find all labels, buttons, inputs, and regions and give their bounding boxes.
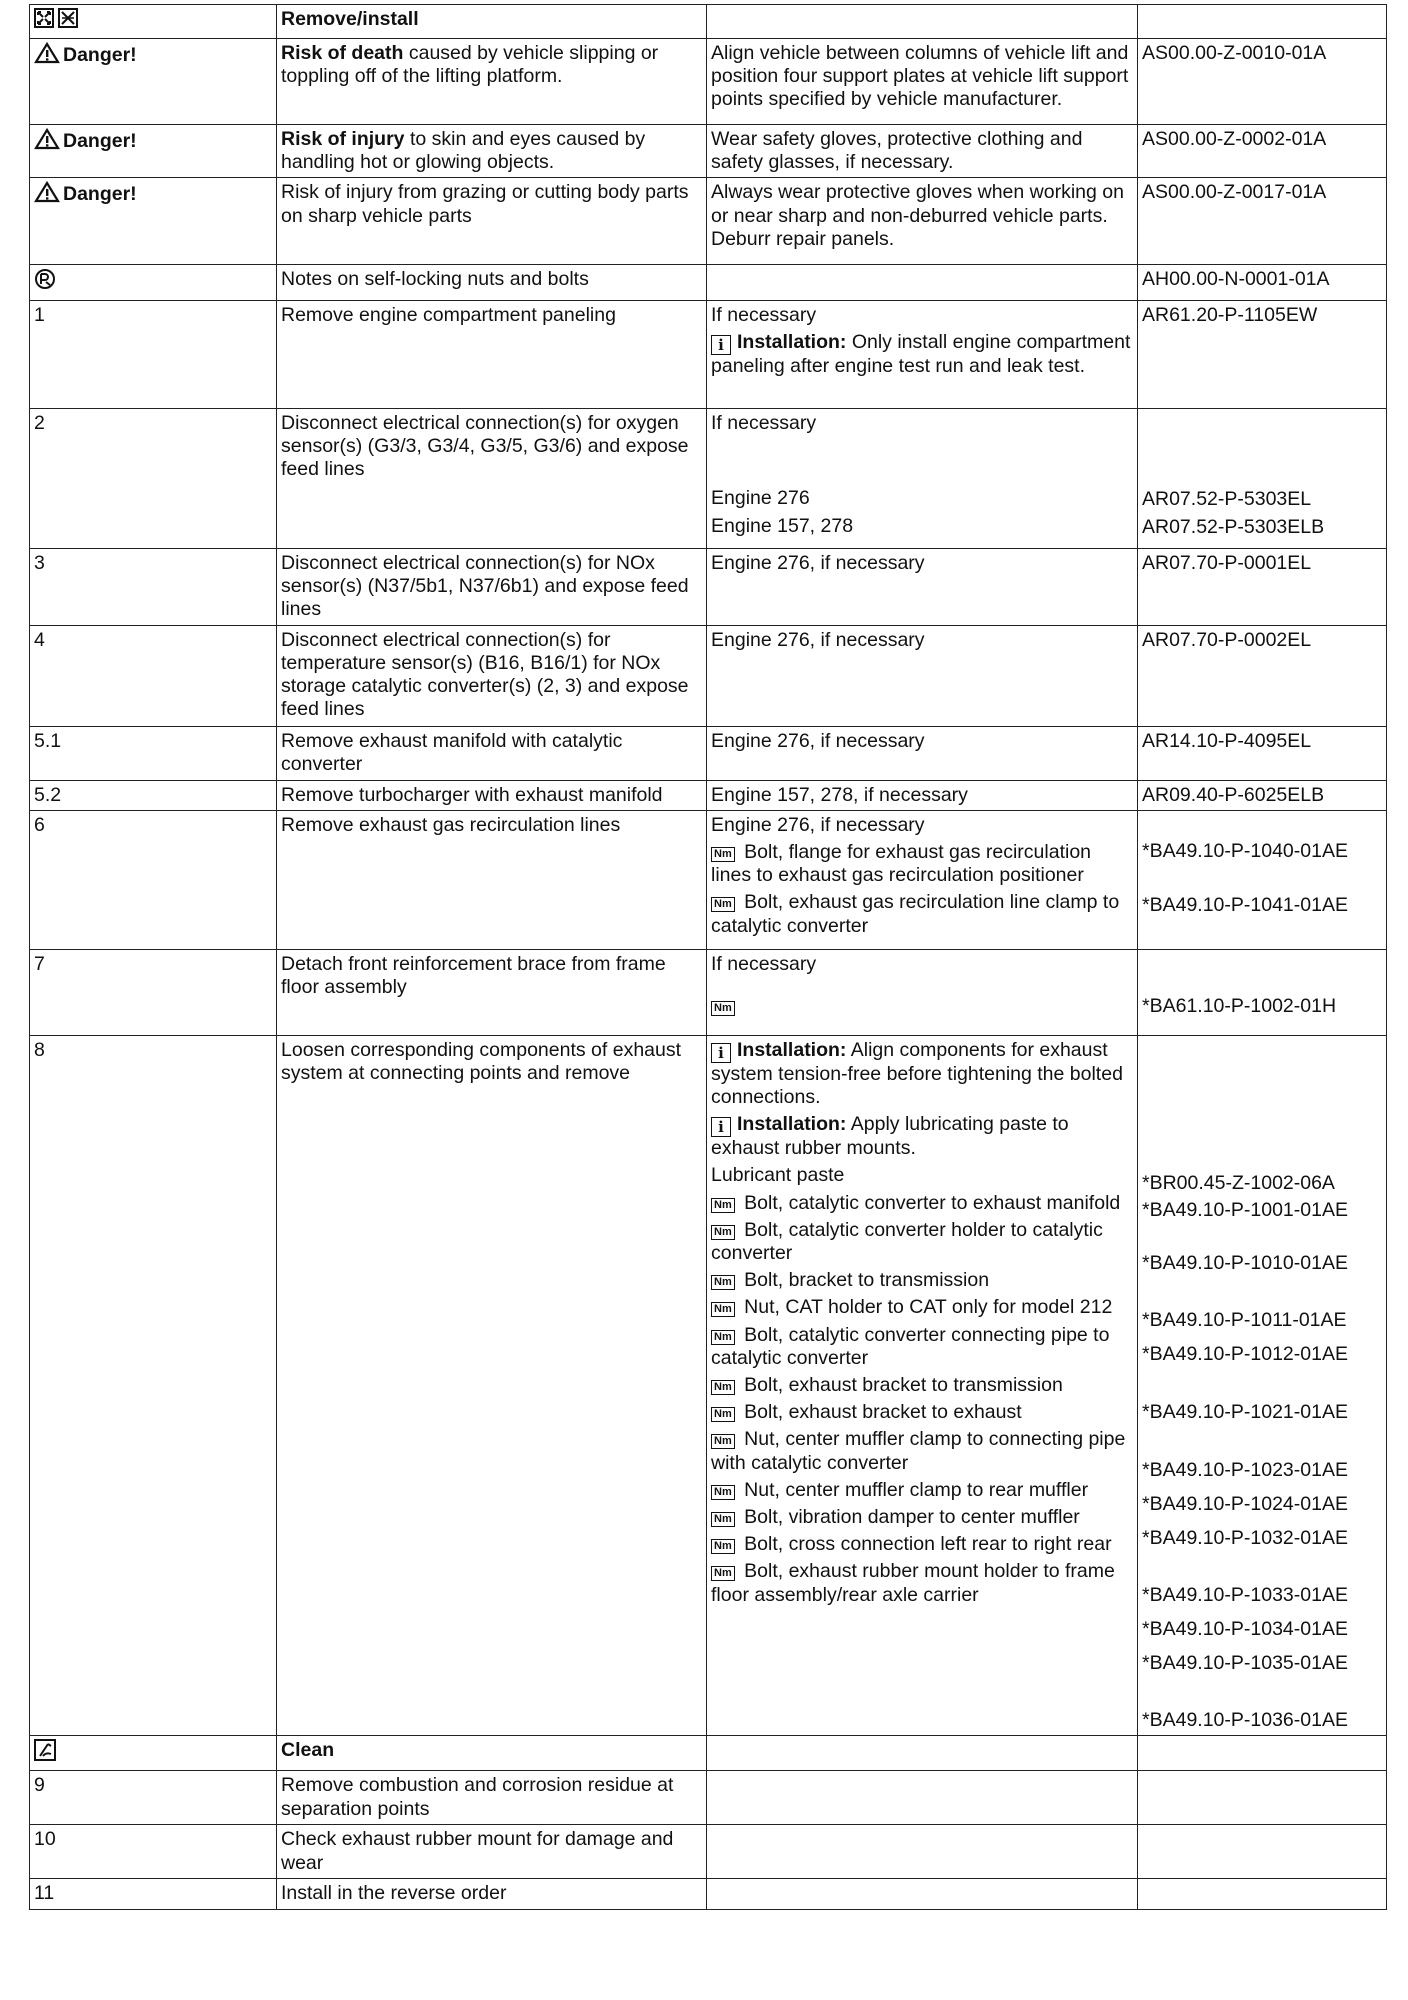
warning-triangle-icon <box>34 128 60 156</box>
torque-ref[interactable]: *BA49.10-P-1001-01AE <box>1142 1199 1348 1222</box>
step-text: Check exhaust rubber mount for damage and wear <box>281 1828 674 1874</box>
step-row <box>30 810 1387 949</box>
step-row <box>30 1771 1387 1825</box>
danger-action-2: Deburr repair panels. <box>711 227 895 250</box>
step-text: Remove exhaust manifold with catalytic converter <box>281 729 623 775</box>
engine-variant: Engine 157, 278 <box>711 515 854 538</box>
danger-label: Danger! <box>63 183 137 206</box>
step-row <box>30 1879 1387 1909</box>
danger-ref[interactable]: AS00.00-Z-0010-01A <box>1142 42 1327 64</box>
torque-nm-icon: Nm <box>711 1434 735 1449</box>
step-row <box>30 1825 1387 1879</box>
clean-icon <box>34 1744 56 1766</box>
installation-label: Installation: <box>737 1038 847 1061</box>
step-note: If necessary <box>711 952 817 975</box>
torque-text: Bolt, catalytic converter to exhaust manifold <box>738 1191 1121 1214</box>
step-note: Engine 276, if necessary <box>711 729 925 752</box>
torque-text: Bolt, catalytic converter holder to catalytic converter <box>711 1218 1103 1265</box>
step-text: Loosen corresponding components of exhaust system at connecting points and remove <box>281 1038 682 1085</box>
step-row <box>30 949 1387 1035</box>
lubricant-ref[interactable]: *BR00.45-Z-1002-06A <box>1142 1171 1335 1194</box>
danger-label: Danger! <box>63 44 137 66</box>
step-note: Engine 157, 278, if necessary <box>711 783 968 806</box>
danger-action: Align vehicle between columns of vehicle lift and position four support plates at vehicle lift support points specified by vehicle manufacturer. <box>711 42 1129 111</box>
step-number: 3 <box>34 551 45 574</box>
step-text: Remove turbocharger with exhaust manifold <box>281 783 663 806</box>
torque-ref[interactable]: *BA49.10-P-1036-01AE <box>1142 1709 1348 1732</box>
torque-text: Bolt, exhaust bracket to transmission <box>738 1374 1063 1397</box>
torque-nm-icon: Nm <box>711 1380 735 1395</box>
step-number: 9 <box>34 1774 45 1797</box>
notes-row <box>30 265 1387 300</box>
step-row <box>30 726 1387 780</box>
danger-desc: caused by vehicle slipping or toppling off of the lifting platform. <box>281 42 659 88</box>
clean-row <box>30 1736 1387 1771</box>
torque-text: Bolt, flange for exhaust gas recirculation lines to exhaust gas recirculation positioner <box>711 841 1092 887</box>
step-ref[interactable]: AR61.20-P-1105EW <box>1142 303 1318 326</box>
danger-desc: to skin and eyes caused by handling hot or glowing objects. <box>281 128 646 174</box>
danger-ref[interactable]: AS00.00-Z-0002-01A <box>1142 128 1327 150</box>
torque-text: Nut, CAT holder to CAT only for model 212 <box>738 1296 1113 1319</box>
step-ref[interactable]: AR09.40-P-6025ELB <box>1142 783 1325 806</box>
torque-nm-icon: Nm <box>711 1275 735 1290</box>
step-number: 7 <box>34 952 45 975</box>
torque-nm-icon: Nm <box>711 847 735 862</box>
header-title: Remove/install <box>281 8 419 30</box>
danger-title: Risk of injury <box>281 128 405 150</box>
torque-ref[interactable]: *BA49.10-P-1040-01AE <box>1142 839 1348 862</box>
step-text: Disconnect electrical connection(s) for oxygen sensor(s) (G3/3, G3/4, G3/5, G3/6) and expose feed lines <box>281 411 689 481</box>
installation-text: Align components for exhaust system tension-free before tightening the bolted connections. <box>711 1038 1123 1109</box>
torque-nm-icon: Nm <box>711 1512 735 1527</box>
torque-nm-icon: Nm <box>711 1225 735 1240</box>
danger-action: Always wear protective gloves when working on or near sharp and non-deburred vehicle parts. <box>711 181 1124 227</box>
torque-ref[interactable]: *BA49.10-P-1010-01AE <box>1142 1252 1348 1275</box>
torque-ref[interactable]: *BA49.10-P-1034-01AE <box>1142 1618 1348 1641</box>
step-row <box>30 1035 1387 1735</box>
lubricant-label: Lubricant paste <box>711 1164 845 1187</box>
step-row <box>30 300 1387 408</box>
torque-nm-icon: Nm <box>711 1001 735 1016</box>
step-text: Remove combustion and corrosion residue at separation points <box>281 1774 674 1820</box>
torque-nm-icon: Nm <box>711 1198 735 1213</box>
torque-ref[interactable]: *BA49.10-P-1041-01AE <box>1142 894 1348 917</box>
notes-ref[interactable]: AH00.00-N-0001-01A <box>1142 268 1330 291</box>
installation-label: Installation: <box>737 1113 847 1136</box>
step-row <box>30 548 1387 625</box>
step-number: 1 <box>34 303 45 326</box>
danger-row <box>30 39 1387 125</box>
torque-text: Bolt, exhaust rubber mount holder to frame floor assembly/rear axle carrier <box>711 1560 1115 1606</box>
step-text: Disconnect electrical connection(s) for temperature sensor(s) (B16, B16/1) for NOx storage catalytic converter(s) (2, 3) and expose feed lines <box>281 628 689 721</box>
step-row <box>30 780 1387 810</box>
torque-text: Bolt, exhaust bracket to exhaust <box>738 1401 1022 1424</box>
danger-row <box>30 125 1387 178</box>
installation-text: Apply lubricating paste to exhaust rubber mounts. <box>711 1113 1069 1160</box>
step-note: Engine 276, if necessary <box>711 628 925 651</box>
torque-text: Nut, center muffler clamp to rear muffler <box>738 1478 1089 1501</box>
step-text: Remove engine compartment paneling <box>281 303 616 326</box>
step-text: Disconnect electrical connection(s) for NOx sensor(s) (N37/5b1, N37/6b1) and expose feed lines <box>281 551 689 621</box>
step-ref[interactable]: AR14.10-P-4095EL <box>1142 729 1312 752</box>
step-ref[interactable]: AR07.52-P-5303ELB <box>1142 515 1325 538</box>
torque-ref[interactable]: *BA61.10-P-1002-01H <box>1142 994 1337 1017</box>
torque-text: Bolt, catalytic converter connecting pipe to catalytic converter <box>711 1323 1110 1369</box>
step-text: Detach front reinforcement brace from frame floor assembly <box>281 952 666 999</box>
step-number: 10 <box>34 1828 56 1851</box>
torque-ref[interactable]: *BA49.10-P-1011-01AE <box>1142 1309 1347 1332</box>
torque-nm-icon: Nm <box>711 1407 735 1422</box>
torque-text: Bolt, cross connection left rear to right rear <box>738 1533 1112 1556</box>
procedure-table <box>29 4 1387 1910</box>
step-text: Install in the reverse order <box>281 1882 507 1905</box>
info-icon: i <box>711 335 731 355</box>
step-note: Engine 276, if necessary <box>711 551 925 574</box>
torque-nm-icon: Nm <box>711 1485 735 1500</box>
warning-triangle-icon <box>34 42 60 70</box>
torque-text: Bolt, bracket to transmission <box>738 1269 990 1292</box>
header-row <box>30 5 1387 39</box>
info-icon: i <box>711 1043 731 1063</box>
torque-ref[interactable]: *BA49.10-P-1032-01AE <box>1142 1527 1348 1550</box>
step-number: 8 <box>34 1038 45 1061</box>
step-note: If necessary <box>711 411 817 434</box>
info-icon: i <box>711 1117 731 1137</box>
clean-title: Clean <box>281 1739 335 1762</box>
torque-nm-icon: Nm <box>711 1539 735 1554</box>
step-number: 2 <box>34 411 45 434</box>
engine-variant: Engine 276 <box>711 486 810 509</box>
step-number: 4 <box>34 628 45 651</box>
remove-install-icon <box>34 11 80 33</box>
notes-text: Notes on self-locking nuts and bolts <box>281 268 589 291</box>
danger-title: Risk of death <box>281 42 404 64</box>
torque-nm-icon: Nm <box>711 897 735 912</box>
torque-text: Bolt, vibration damper to center muffler <box>738 1506 1080 1529</box>
step-note: If necessary <box>711 303 817 326</box>
warning-triangle-icon <box>34 181 60 209</box>
danger-action: Wear safety gloves, protective clothing and safety glasses, if necessary. <box>711 128 1083 174</box>
torque-text: Bolt, exhaust gas recirculation line clamp to catalytic converter <box>711 891 1120 937</box>
installation-text: Only install engine compartment paneling after engine test run and leak test. <box>711 330 1131 377</box>
torque-text: Nut, center muffler clamp to connecting pipe with catalytic converter <box>711 1428 1126 1474</box>
step-note: Engine 276, if necessary <box>711 813 925 836</box>
step-number: 5.2 <box>34 783 62 806</box>
danger-row <box>30 178 1387 265</box>
self-locking-nut-icon <box>34 273 56 295</box>
torque-ref[interactable]: *BA49.10-P-1033-01AE <box>1142 1584 1348 1607</box>
danger-desc: Risk of injury from grazing or cutting body parts on sharp vehicle parts <box>281 181 689 227</box>
torque-ref[interactable]: *BA49.10-P-1023-01AE <box>1142 1459 1348 1482</box>
step-row <box>30 408 1387 548</box>
step-ref[interactable]: AR07.70-P-0001EL <box>1142 551 1312 574</box>
torque-nm-icon: Nm <box>711 1566 735 1581</box>
danger-ref[interactable]: AS00.00-Z-0017-01A <box>1142 181 1327 204</box>
torque-nm-icon: Nm <box>711 1330 735 1345</box>
step-row <box>30 625 1387 726</box>
step-number: 6 <box>34 813 45 836</box>
installation-label: Installation: <box>737 330 847 353</box>
torque-ref[interactable]: *BA49.10-P-1024-01AE <box>1142 1493 1348 1516</box>
step-text: Remove exhaust gas recirculation lines <box>281 813 621 836</box>
step-ref[interactable]: AR07.70-P-0002EL <box>1142 628 1312 651</box>
step-number: 11 <box>34 1882 55 1905</box>
danger-label: Danger! <box>63 130 137 152</box>
torque-ref[interactable]: *BA49.10-P-1021-01AE <box>1142 1401 1348 1424</box>
torque-ref[interactable]: *BA49.10-P-1012-01AE <box>1142 1343 1348 1366</box>
torque-ref[interactable]: *BA49.10-P-1035-01AE <box>1142 1652 1348 1675</box>
torque-nm-icon: Nm <box>711 1302 735 1317</box>
step-number: 5.1 <box>34 729 62 752</box>
step-ref[interactable]: AR07.52-P-5303EL <box>1142 487 1312 510</box>
